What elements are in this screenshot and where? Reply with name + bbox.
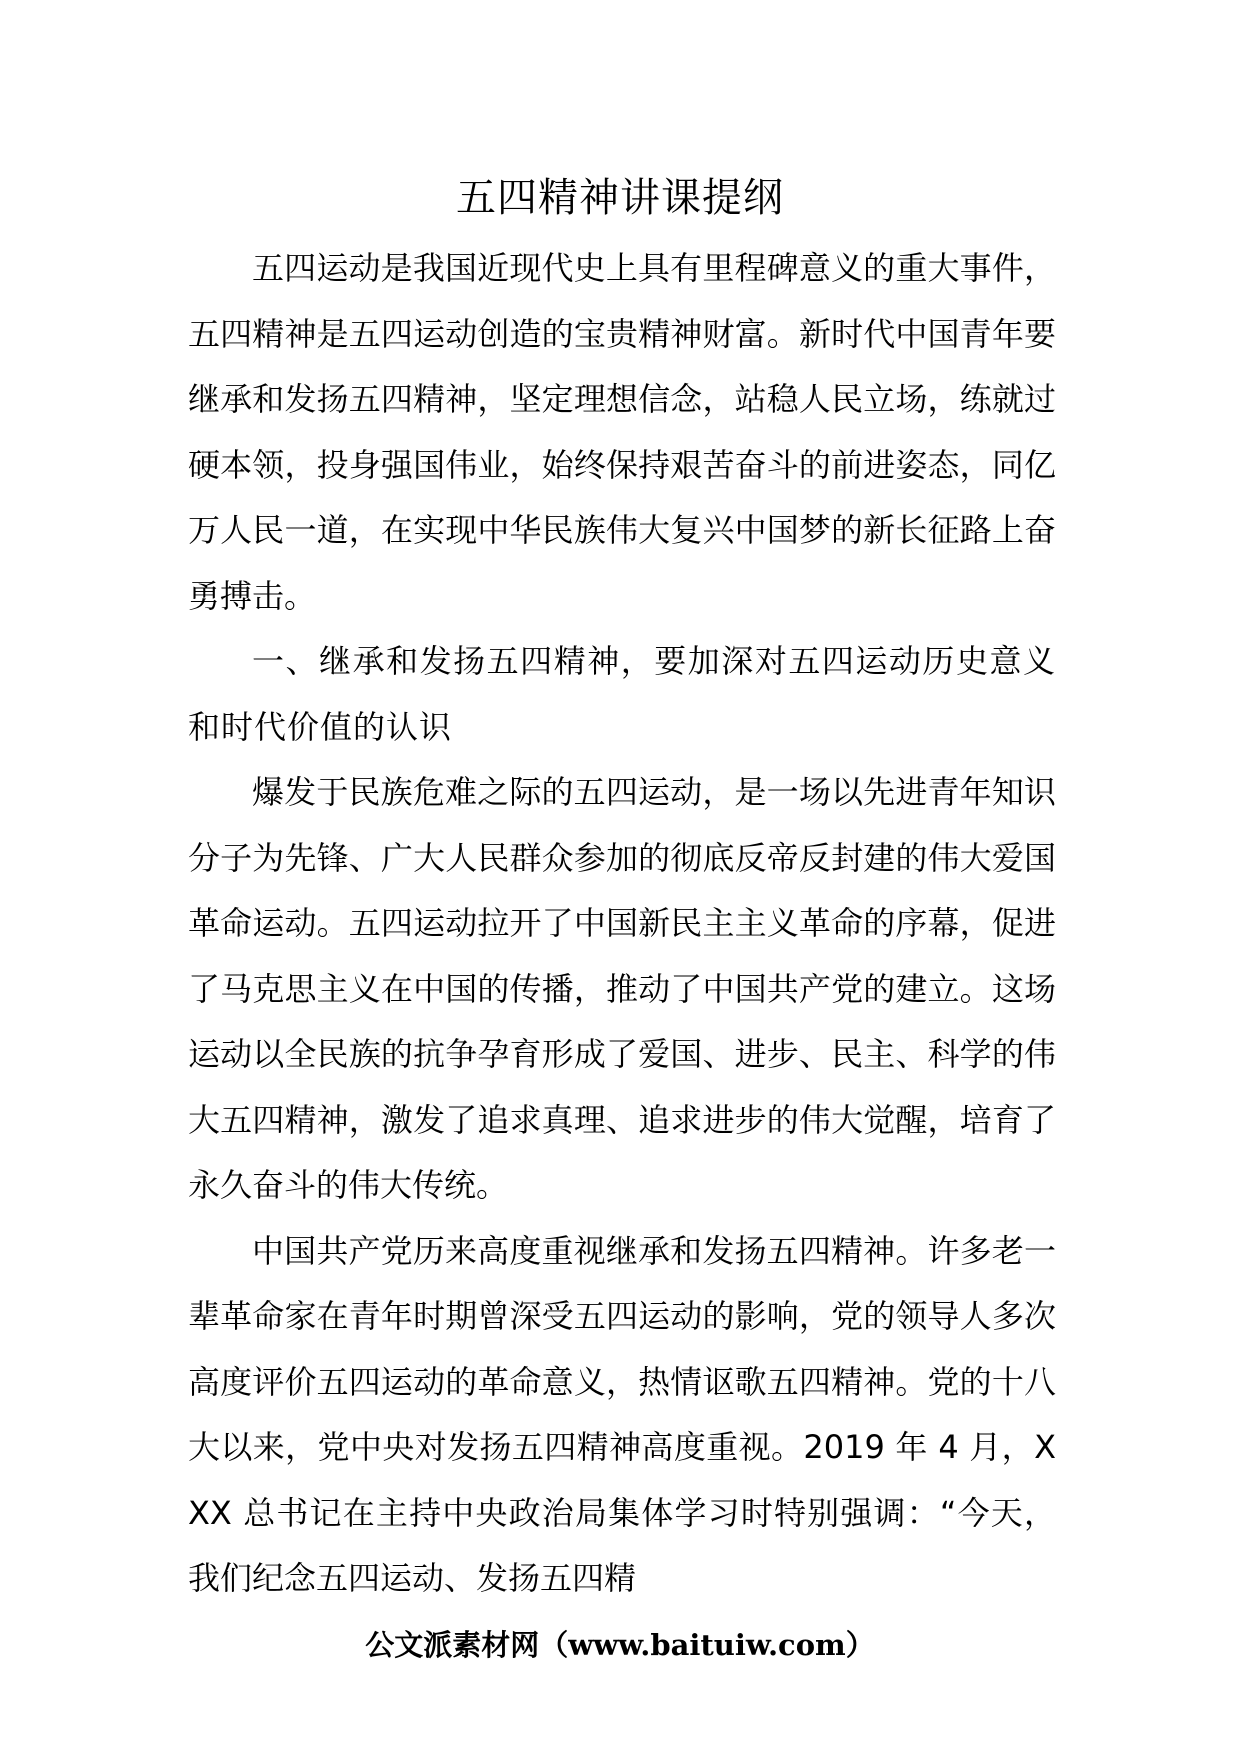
paragraph-history: 爆发于民族危难之际的五四运动，是一场以先进青年知识分子为先锋、广大人民群众参加的彻底反帝反封建的伟大爱国革命运动。五四运动拉开了中国新民主主义革命的序幕，促进了马克思主义在中国的传播，推动了中国共产党的建立。这场运动以全民族的抗争孕育形成了爱国、进步、民主、科学的伟大五四精神，激发了追求真理、追求进步的伟大觉醒，培育了永久奋斗的伟大传统。 [188, 773, 1056, 1204]
footer-watermark: 公文派素材网（www.baituiw.com） [365, 1628, 875, 1662]
paragraph-intro: 五四运动是我国近现代史上具有里程碑意义的重大事件，五四精神是五四运动创造的宝贵精神财富。新时代中国青年要继承和发扬五四精神，坚定理想信念，站稳人民立场，练就过硬本领，投身强国伟业，始终保持艰苦奋斗的前进姿态，同亿万人民一道，在实现中华民族伟大复兴中国梦的新长征路上奋勇搏击。 [188, 249, 1056, 615]
paragraph-party: 中国共产党历来高度重视继承和发扬五四精神。许多老一辈革命家在青年时期曾深受五四运动的影响，党的领导人多次高度评价五四运动的革命意义，热情讴歌五四精神。党的十八大以来，党中央对发扬五四精神高度重视。2019 年 4 月，XXX 总书记在主持中央政治局集体学习时特别强调：“今天，我们纪念五四运动、发扬五四精 [188, 1231, 1056, 1597]
section-heading-1: 一、继承和发扬五四精神，要加深对五四运动历史意义和时代价值的认识 [188, 642, 1056, 746]
document-title: 五四精神讲课提纲 [456, 175, 784, 221]
document-body [188, 236, 1056, 1612]
